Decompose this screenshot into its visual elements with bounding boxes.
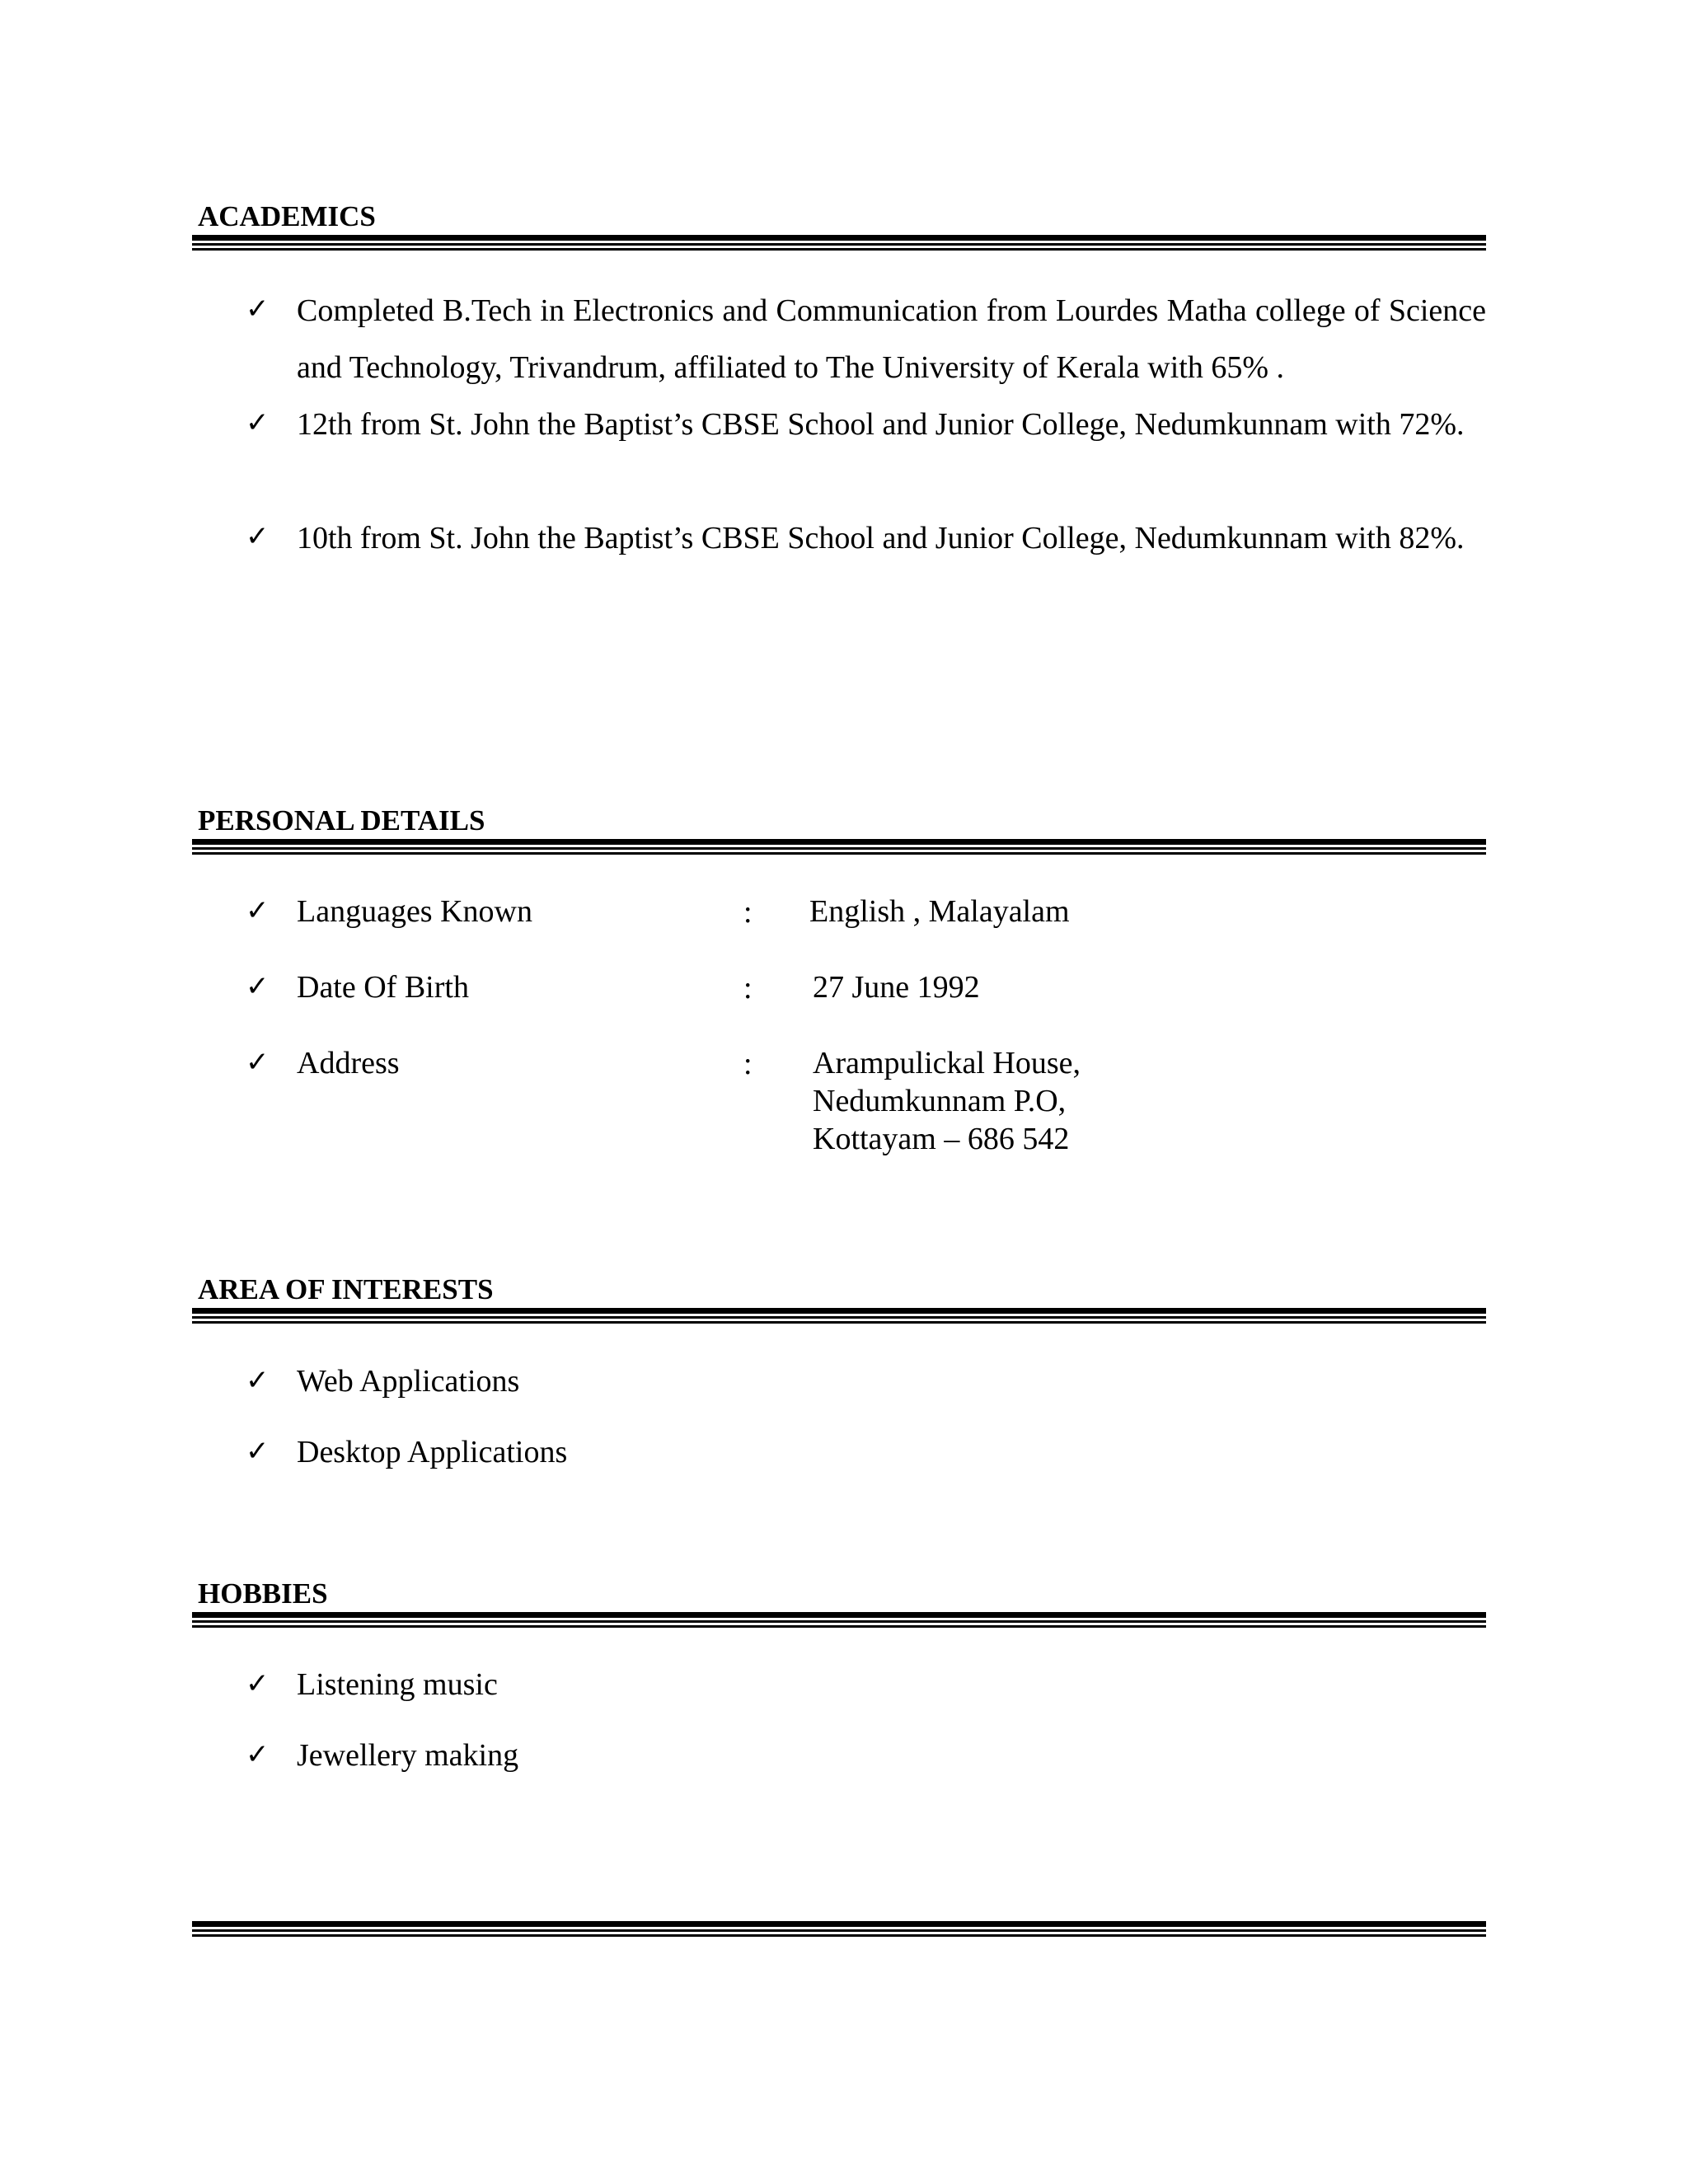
personal-label-dob: Date Of Birth — [297, 970, 469, 1005]
section-title-personal-details: PERSONAL DETAILS — [198, 804, 485, 837]
section-divider — [192, 839, 1486, 855]
personal-value-address-line1: Arampulickal House, — [813, 1046, 1081, 1080]
check-icon: ✓ — [246, 406, 270, 439]
check-icon: ✓ — [246, 894, 270, 927]
section-title-area-of-interests: AREA OF INTERESTS — [198, 1273, 494, 1305]
section-title-academics: ACADEMICS — [198, 200, 376, 232]
academics-item-12th: 12th from St. John the Baptist’s CBSE School and Junior College, Nedumkunnam with 72%. — [297, 407, 1465, 442]
academics-item-10th: 10th from St. John the Baptist’s CBSE School and Junior College, Nedumkunnam with 82%. — [297, 521, 1465, 555]
section-divider — [192, 235, 1486, 251]
personal-value-dob: 27 June 1992 — [813, 970, 980, 1005]
hobbies-item-jewellery: Jewellery making — [297, 1738, 519, 1773]
check-icon: ✓ — [246, 1364, 270, 1397]
academics-item-btech: Completed B.Tech in Electronics and Communication from Lourdes Matha college of Science and Technology, Trivandrum, affiliated to The University of Kerala with 65% . — [297, 293, 1486, 385]
personal-label-languages: Languages Known — [297, 894, 532, 929]
interests-item-desktop: Desktop Applications — [297, 1435, 568, 1469]
personal-separator: : — [743, 971, 753, 1005]
hobbies-item-music: Listening music — [297, 1667, 498, 1702]
personal-label-address: Address — [297, 1046, 400, 1080]
personal-value-address-line3: Kottayam – 686 542 — [813, 1122, 1070, 1156]
check-icon: ✓ — [246, 293, 270, 326]
interests-item-web: Web Applications — [297, 1364, 520, 1399]
section-title-hobbies: HOBBIES — [198, 1577, 328, 1610]
check-icon: ✓ — [246, 1738, 270, 1771]
personal-separator: : — [743, 1047, 753, 1081]
personal-separator: : — [743, 895, 753, 930]
check-icon: ✓ — [246, 1046, 270, 1079]
check-icon: ✓ — [246, 520, 270, 553]
personal-value-address-line2: Nedumkunnam P.O, — [813, 1084, 1067, 1118]
bottom-divider — [192, 1921, 1486, 1938]
check-icon: ✓ — [246, 1667, 270, 1700]
check-icon: ✓ — [246, 970, 270, 1003]
section-divider — [192, 1308, 1486, 1324]
section-divider — [192, 1612, 1486, 1629]
check-icon: ✓ — [246, 1435, 270, 1468]
personal-value-languages: English , Malayalam — [809, 894, 1070, 929]
